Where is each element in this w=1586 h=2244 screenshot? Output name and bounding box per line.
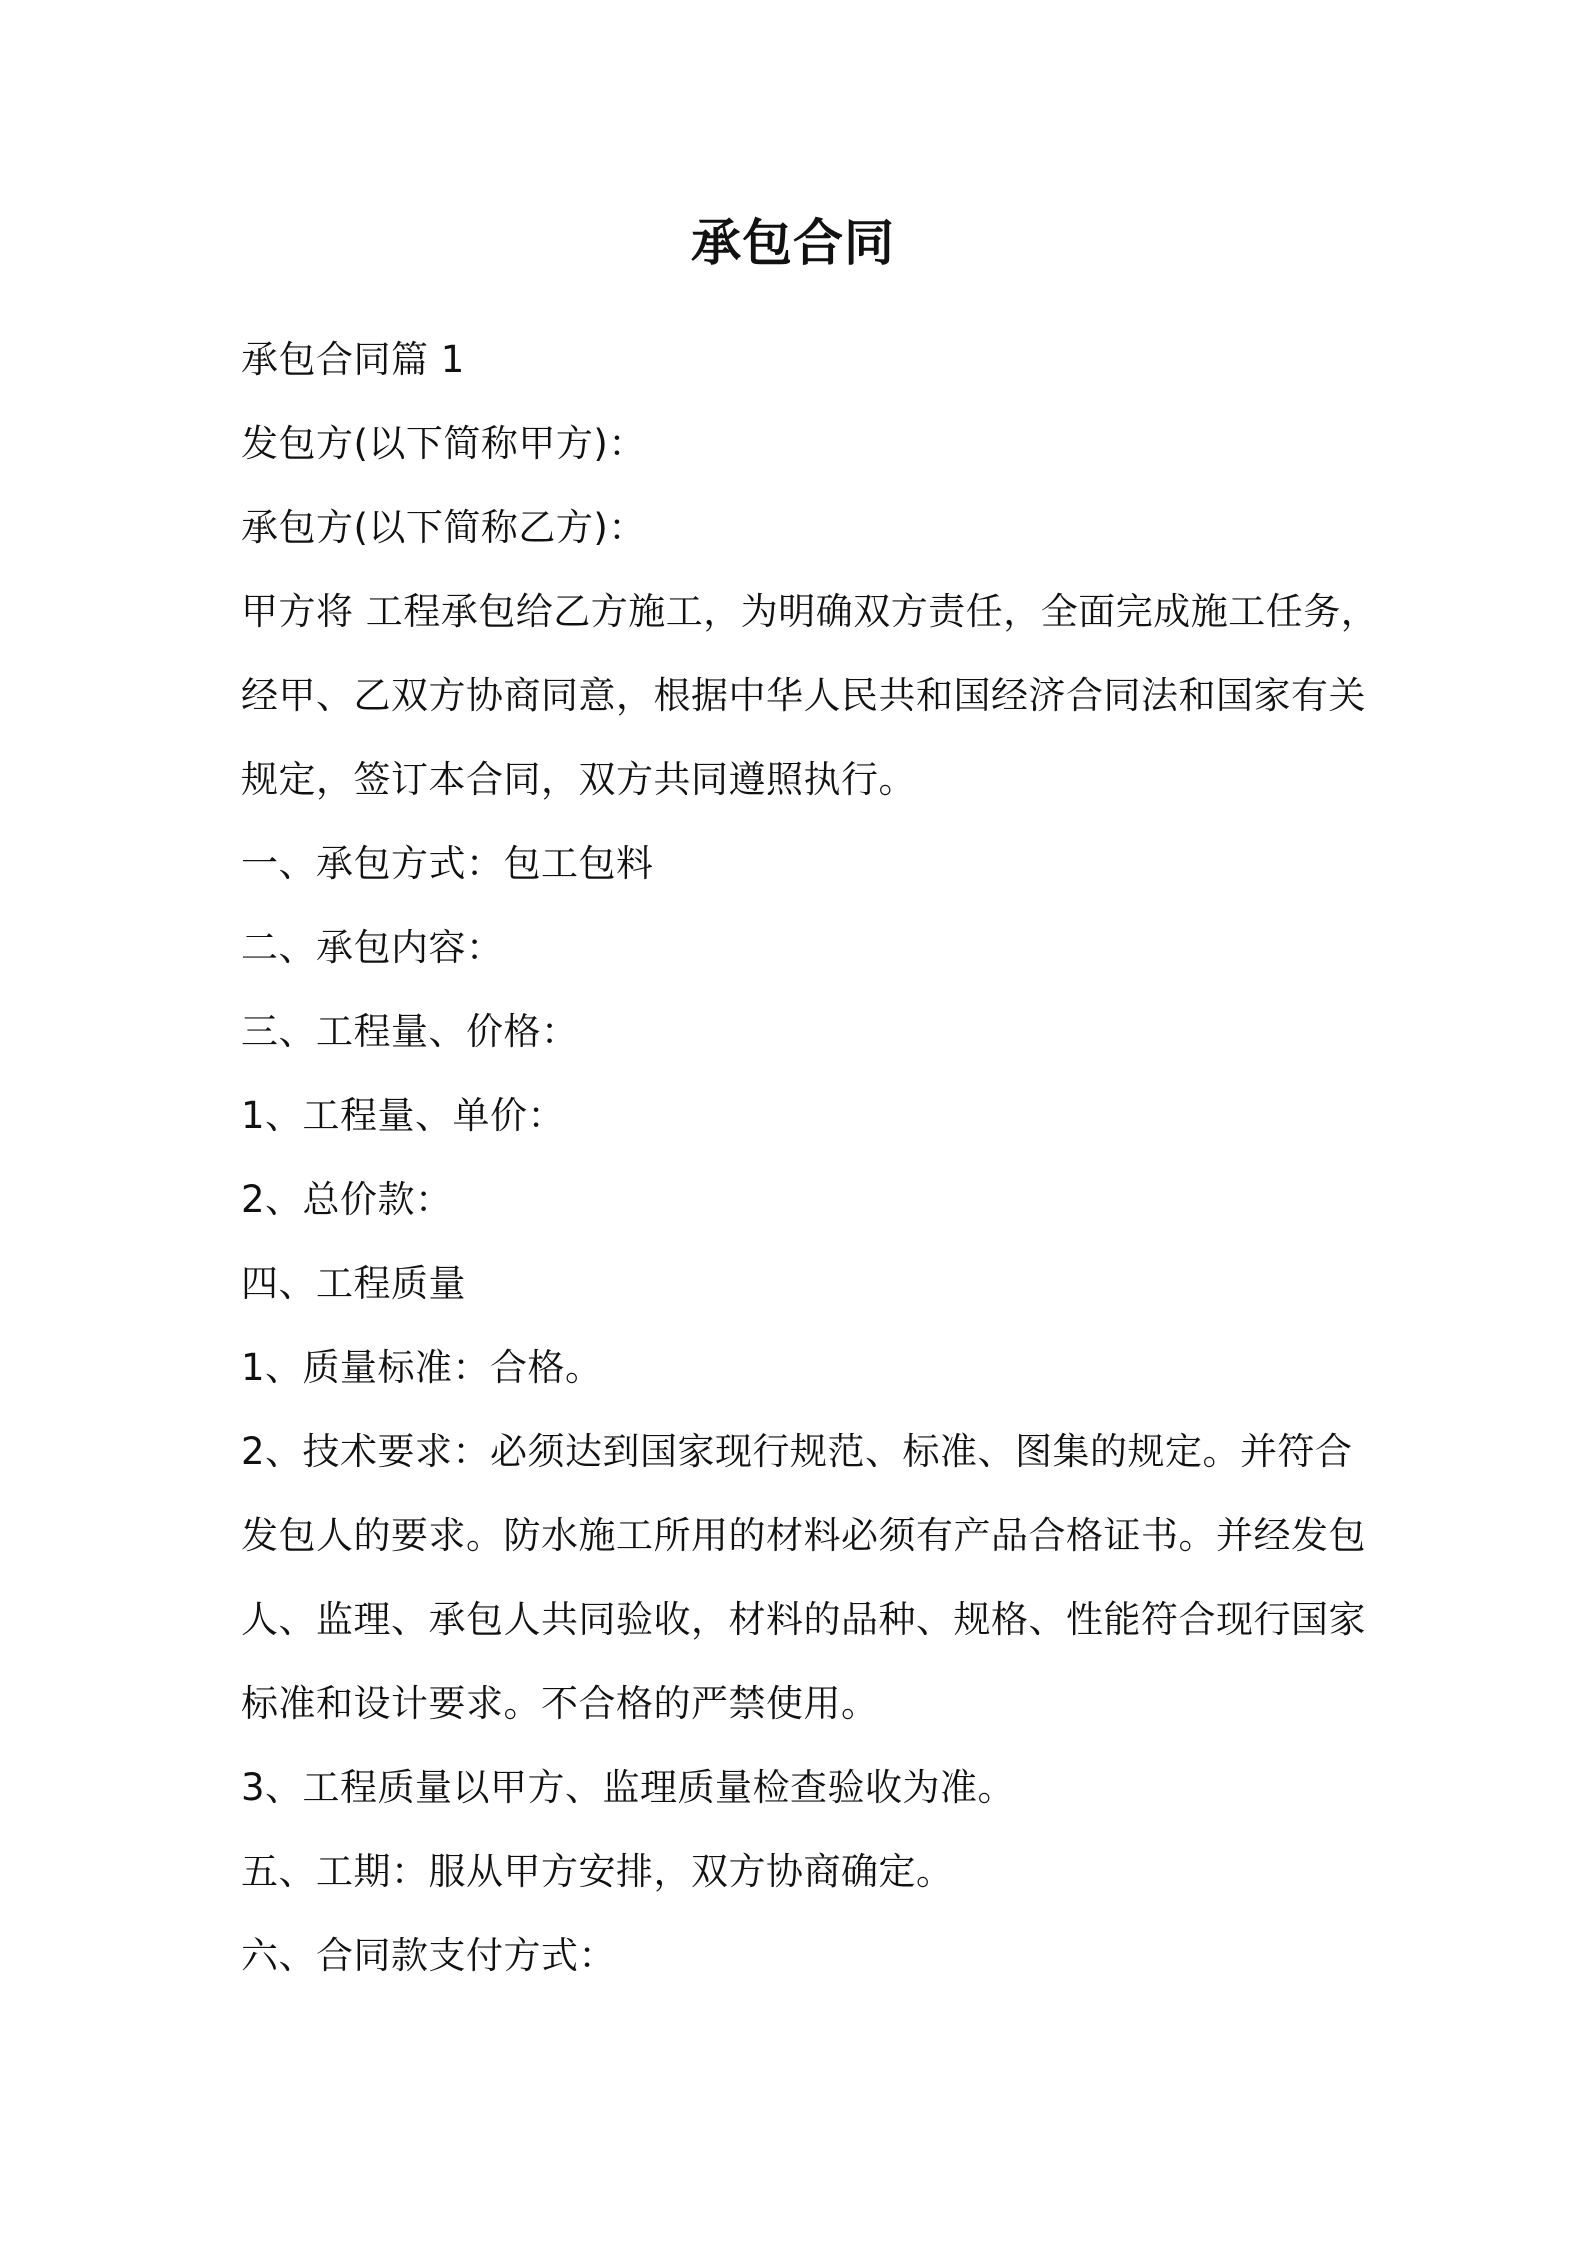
preamble-line: 甲方将 工程承包给乙方施工，为明确双方责任，全面完成施工任务， (241, 590, 1379, 633)
document-body (241, 318, 1379, 1998)
clause-line: 2、总价款： (241, 1178, 453, 1221)
clause-line: 三、工程量、价格： (241, 1010, 579, 1053)
party-a-line: 发包方(以下简称甲方)： (241, 422, 646, 465)
clause-line: 人、监理、承包人共同验收，材料的品种、规格、性能符合现行国家 (241, 1598, 1366, 1641)
clause-line: 一、承包方式：包工包料 (241, 842, 654, 885)
clause-line: 2、技术要求：必须达到国家现行规范、标准、图集的规定。并符合 (241, 1430, 1353, 1473)
clause-line: 六、合同款支付方式： (241, 1934, 616, 1977)
document-title: 承包合同 (691, 214, 895, 272)
clause-line: 二、承包内容： (241, 926, 504, 969)
preamble-line: 经甲、乙双方协商同意，根据中华人民共和国经济合同法和国家有关 (241, 674, 1366, 717)
party-b-line: 承包方(以下简称乙方)： (241, 506, 646, 549)
preamble-line: 规定，签订本合同，双方共同遵照执行。 (241, 758, 916, 801)
section-heading: 承包合同篇 1 (241, 338, 465, 381)
clause-line: 3、工程质量以甲方、监理质量检查验收为准。 (241, 1766, 1016, 1809)
clause-line: 四、工程质量 (241, 1262, 466, 1305)
clause-line: 1、工程量、单价： (241, 1094, 566, 1137)
clause-line: 五、工期：服从甲方安排，双方协商确定。 (241, 1850, 954, 1893)
clause-line: 发包人的要求。防水施工所用的材料必须有产品合格证书。并经发包 (241, 1514, 1366, 1557)
clause-line: 1、质量标准：合格。 (241, 1346, 603, 1389)
clause-line: 标准和设计要求。不合格的严禁使用。 (241, 1682, 879, 1725)
